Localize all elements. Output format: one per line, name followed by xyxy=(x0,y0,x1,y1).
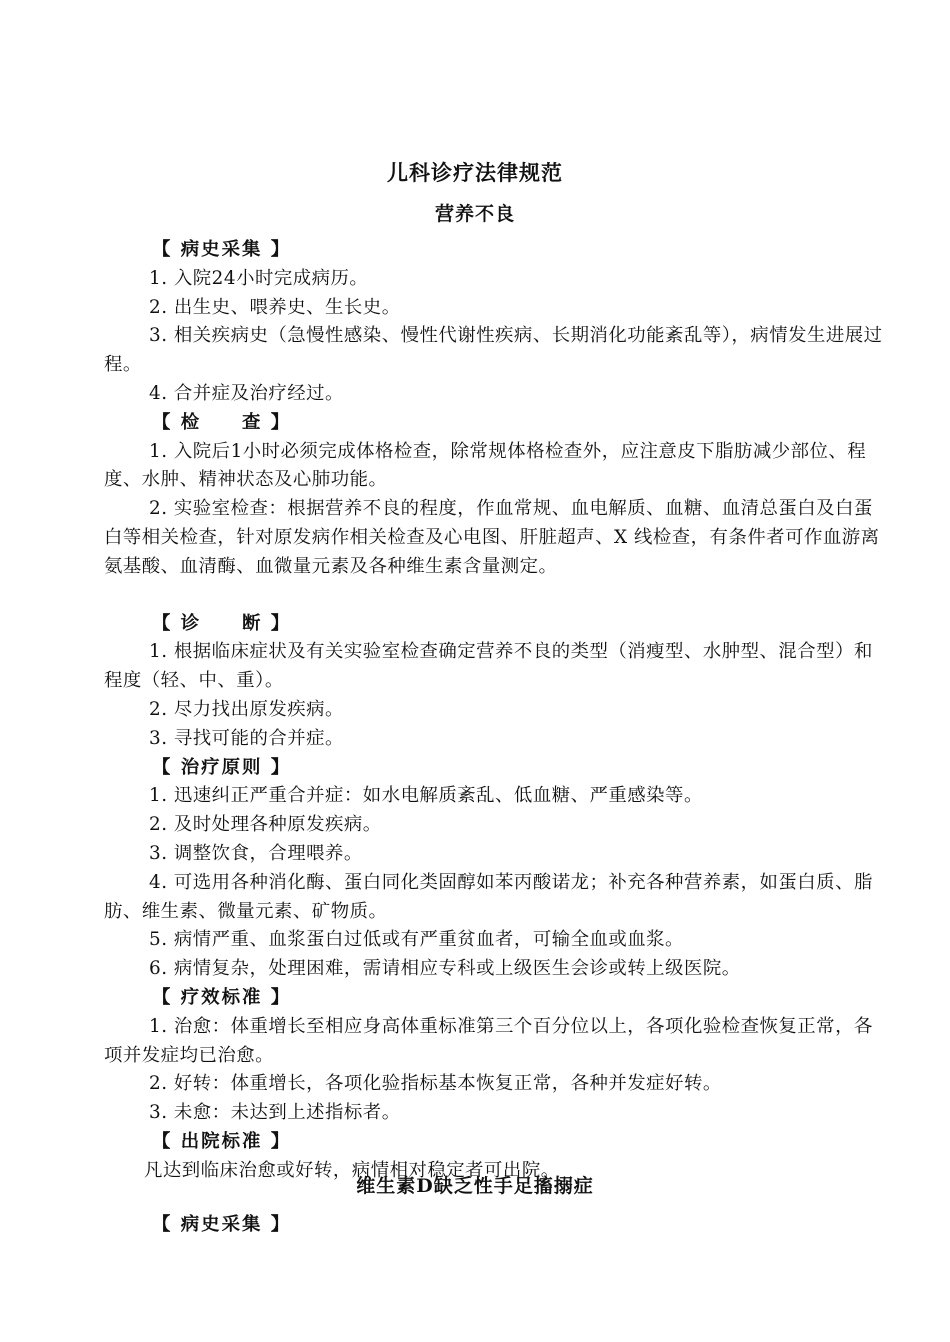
diagnosis-item-2: 2. 尽力找出原发疾病。 xyxy=(149,698,344,720)
diagnosis-item-3: 3. 寻找可能的合并症。 xyxy=(149,727,344,749)
heading-discharge: 【 出院标准 】 xyxy=(152,1130,292,1152)
heading-history: 【 病史采集 】 xyxy=(152,239,292,260)
history-item-1: 1. 入院24小时完成病历。 xyxy=(149,267,369,289)
heading-history-2: 【 病史采集 】 xyxy=(152,1214,292,1235)
heading-diagnosis: 【 诊 断 】 xyxy=(152,612,292,634)
treatment-item-3: 3. 调整饮食，合理喂养。 xyxy=(149,842,363,864)
heading-efficacy: 【 疗效标准 】 xyxy=(152,986,292,1008)
heading-examination: 【 检 查 】 xyxy=(152,411,292,433)
section-title-vitamin-d: 维生素D缺乏性手足搐搦症 xyxy=(356,1175,594,1197)
efficacy-item-3: 3. 未愈：未达到上述指标者。 xyxy=(149,1102,401,1124)
discharge-item-1: 凡达到临床治愈或好转，病情相对稳定者可出院。 xyxy=(144,1159,560,1181)
document-title: 儿科诊疗法律规范 xyxy=(387,160,563,185)
treatment-item-6: 6. 病情复杂，处理困难，需请相应专科或上级医生会诊或转上级医院。 xyxy=(149,958,741,980)
efficacy-item-1: 1. 治愈：体重增长至相应身高体重标准第三个百分位以上，各项化验检查恢复正常，各项并发症均已治愈。 xyxy=(104,1015,873,1066)
history-item-2: 2. 出生史、喂养史、生长史。 xyxy=(149,296,401,318)
exam-item-1: 1. 入院后1小时必须完成体格检查，除常规体格检查外，应注意皮下脂肪减少部位、程度、水肿、精神状态及心肺功能。 xyxy=(104,440,867,491)
section-title-malnutrition: 营养不良 xyxy=(434,203,515,225)
treatment-item-4: 4. 可选用各种消化酶、蛋白同化类固醇如苯丙酸诺龙；补充各种营养素，如蛋白质、脂肪、维生素、微量元素、矿物质。 xyxy=(104,871,873,922)
treatment-item-2: 2. 及时处理各种原发疾病。 xyxy=(149,814,382,836)
document-body xyxy=(104,236,884,1186)
heading-treatment: 【 治疗原则 】 xyxy=(152,756,292,778)
diagnosis-item-1: 1. 根据临床症状及有关实验室检查确定营养不良的类型（消瘦型、水肿型、混合型）和程度（轻、中、重）。 xyxy=(104,641,873,692)
exam-item-2: 2. 实验室检查：根据营养不良的程度，作血常规、血电解质、血糖、血清总蛋白及白蛋白等相关检查，针对原发病作相关检查及心电图、肝脏超声、X 线检查，有条件者可作血游离氨基酸、血清酶、血微量元素及各种维生素含量测定。 xyxy=(104,498,880,577)
efficacy-item-2: 2. 好转：体重增长，各项化验指标基本恢复正常，各种并发症好转。 xyxy=(149,1073,722,1095)
history-item-3: 3. 相关疾病史（急慢性感染、慢性代谢性疾病、长期消化功能紊乱等），病情发生进展过程。 xyxy=(104,325,883,376)
treatment-item-5: 5. 病情严重、血浆蛋白过低或有严重贫血者，可输全血或血浆。 xyxy=(149,929,684,951)
treatment-item-1: 1. 迅速纠正严重合并症：如水电解质紊乱、低血糖、严重感染等。 xyxy=(149,785,703,807)
history-item-4: 4. 合并症及治疗经过。 xyxy=(149,382,344,404)
